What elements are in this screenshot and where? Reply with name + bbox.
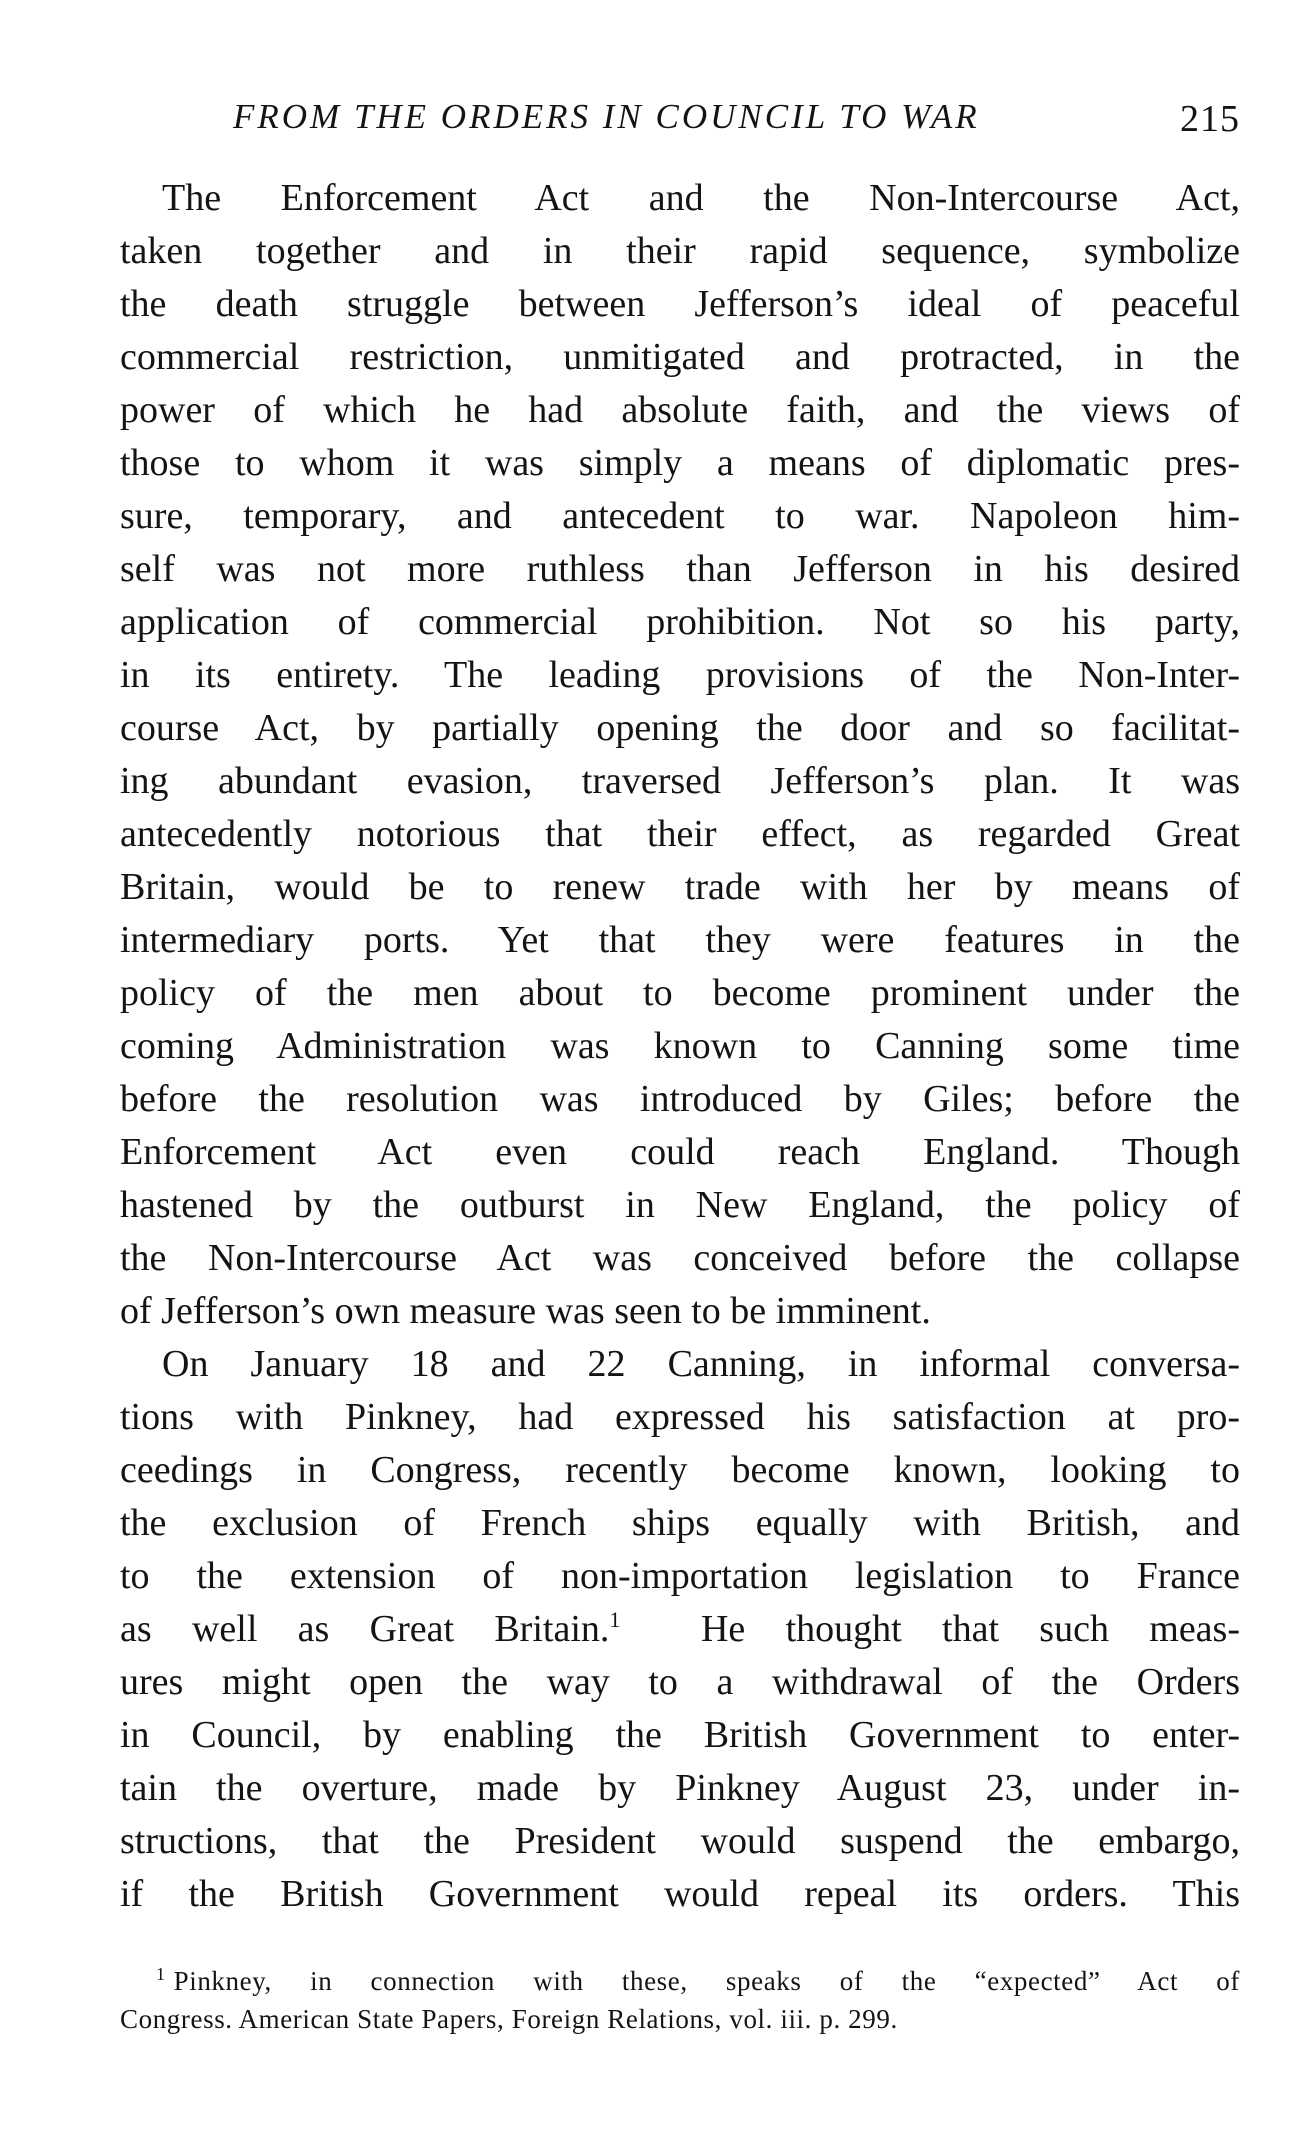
text-line: before the resolution was introduced by Giles; before the	[120, 1078, 1240, 1120]
text-line: power of which he had absolute faith, and the views of	[120, 389, 1240, 431]
text-line-with-footnote	[120, 1603, 1240, 1656]
text-line: tions with Pinkney, had expressed his satisfaction at pro-	[120, 1396, 1240, 1438]
page-number: 215	[1180, 98, 1240, 140]
footnote-text: Pinkney, in connection with these, speaks of the “expected” Act of	[173, 1966, 1240, 1996]
text-line-end: He thought that such meas-	[700, 1608, 1240, 1650]
paragraph-1	[120, 172, 1240, 1338]
text-line: commercial restriction, unmitigated and protracted, in the	[120, 336, 1240, 378]
text-line: sure, temporary, and antecedent to war. Napoleon him-	[120, 495, 1240, 537]
body-text	[120, 172, 1240, 1921]
text-line: hastened by the outburst in New England, the policy of	[120, 1184, 1240, 1226]
text-line: to the extension of non-importation legislation to France	[120, 1555, 1240, 1597]
paragraph-2	[120, 1338, 1240, 1921]
text-line: course Act, by partially opening the door and so facilitat-	[120, 707, 1240, 749]
text-line: ures might open the way to a withdrawal of the Orders	[120, 1661, 1240, 1703]
footnotes	[120, 1962, 1240, 2038]
text-line: in Council, by enabling the British Government to enter-	[120, 1714, 1240, 1756]
text-line: Enforcement Act even could reach England. Though	[120, 1131, 1240, 1173]
text-line: tain the overture, made by Pinkney August 23, under in-	[120, 1767, 1240, 1809]
text-line: policy of the men about to become prominent under the	[120, 972, 1240, 1014]
text-line-start: as well as Great Britain.	[120, 1608, 610, 1650]
text-line: the Non-Intercourse Act was conceived before the collapse	[120, 1237, 1240, 1279]
text-line: the death struggle between Jefferson’s ideal of peaceful	[120, 283, 1240, 325]
text-line: coming Administration was known to Canning some time	[120, 1025, 1240, 1067]
text-line: in its entirety. The leading provisions of the Non-Inter-	[120, 654, 1240, 696]
footnote-line: Congress. American State Papers, Foreign Relations, vol. iii. p. 299.	[120, 2004, 898, 2034]
text-line: On January 18 and 22 Canning, in informal conversa-	[162, 1343, 1240, 1385]
text-line: ceedings in Congress, recently become known, looking to	[120, 1449, 1240, 1491]
running-title: FROM THE ORDERS IN COUNCIL TO WAR	[233, 97, 980, 136]
footnote-line	[120, 1962, 1240, 2000]
text-line: taken together and in their rapid sequence, symbolize	[120, 230, 1240, 272]
footnote-number: 1	[156, 1964, 166, 1984]
footnote-reference[interactable]: 1	[609, 1607, 621, 1632]
text-line: of Jefferson’s own measure was seen to be imminent.	[120, 1290, 931, 1332]
text-line: structions, that the President would suspend the embargo,	[120, 1820, 1240, 1862]
text-line: those to whom it was simply a means of diplomatic pres-	[120, 442, 1240, 484]
text-line: the exclusion of French ships equally with British, and	[120, 1502, 1240, 1544]
text-line: ing abundant evasion, traversed Jefferson’s plan. It was	[120, 760, 1240, 802]
text-line: Britain, would be to renew trade with her by means of	[120, 866, 1240, 908]
text-line: antecedently notorious that their effect, as regarded Great	[120, 813, 1240, 855]
text-line: self was not more ruthless than Jefferson in his desired	[120, 548, 1240, 590]
text-line: intermediary ports. Yet that they were features in the	[120, 919, 1240, 961]
text-line: application of commercial prohibition. Not so his party,	[120, 601, 1240, 643]
text-line: if the British Government would repeal its orders. This	[120, 1873, 1240, 1915]
text-line: The Enforcement Act and the Non-Intercourse Act,	[162, 177, 1240, 219]
running-head	[120, 92, 1240, 142]
